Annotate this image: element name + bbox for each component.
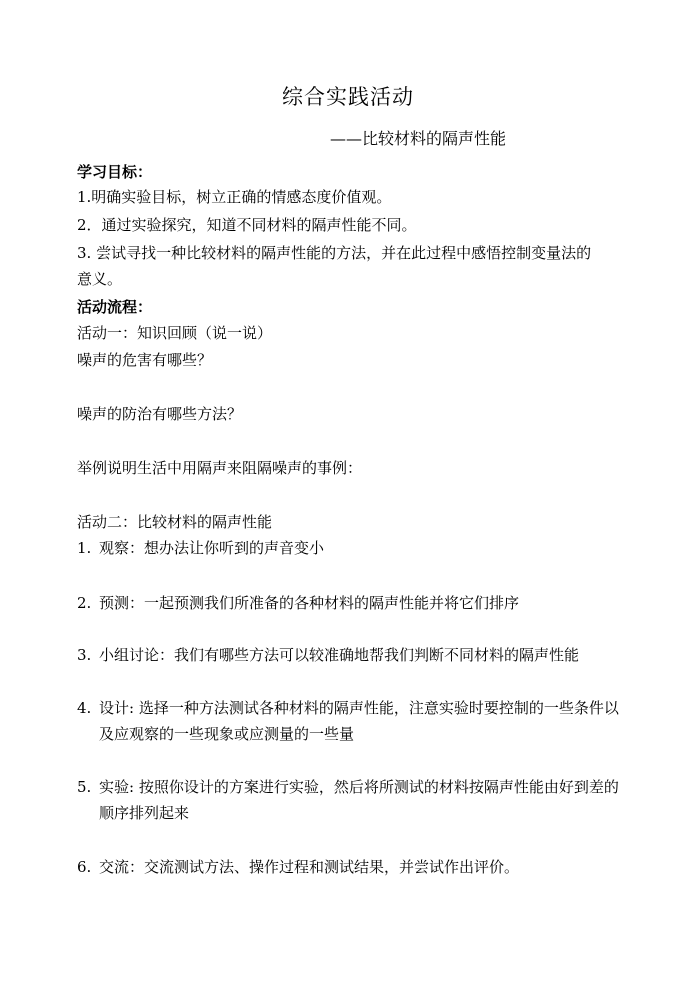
objective-3: 3. 尝试寻找一种比较材料的隔声性能的方法，并在此过程中感悟控制变量法的 <box>77 244 592 262</box>
objectives-heading: 学习目标： <box>77 163 153 181</box>
activity1-heading: 活动一：知识回顾（说一说） <box>77 324 273 342</box>
step-number: 6. <box>77 858 92 876</box>
objective-1: 1.明确实验目标，树立正确的情感态度价值观。 <box>77 188 392 206</box>
step-number: 1. <box>77 539 92 557</box>
step-number: 4. <box>77 699 92 717</box>
step-text: 观察：想办法让你听到的声音变小 <box>99 539 325 557</box>
process-heading: 活动流程： <box>77 298 153 316</box>
activity1-question-3: 举例说明生活中用隔声来阻隔噪声的事例： <box>77 459 363 477</box>
activity1-question-2: 噪声的防治有哪些方法？ <box>77 405 243 423</box>
activity2-heading: 活动二：比较材料的隔声性能 <box>77 513 273 531</box>
step-text: 交流：交流测试方法、操作过程和测试结果，并尝试作出评价。 <box>99 858 520 876</box>
page-subtitle: ——比较材料的隔声性能 <box>330 129 507 148</box>
objective-3-cont: 意义。 <box>77 270 123 288</box>
step-number: 5. <box>77 778 92 796</box>
step-text: 实验: 按照你设计的方案进行实验，然后将所测试的材料按隔声性能由好到差的顺序排列起来 <box>99 778 619 822</box>
step-text: 预测：一起预测我们所准备的各种材料的隔声性能并将它们排序 <box>99 594 520 612</box>
objective-2: 2．通过实验探究，知道不同材料的隔声性能不同。 <box>77 216 417 234</box>
page-title: 综合实践活动 <box>282 85 414 109</box>
step-text: 小组讨论：我们有哪些方法可以较准确地帮我们判断不同材料的隔声性能 <box>99 646 580 664</box>
step-text: 设计: 选择一种方法测试各种材料的隔声性能，注意实验时要控制的一些条件以及应观察的一些现象或应测量的一些量 <box>99 699 619 743</box>
activity1-question-1: 噪声的危害有哪些？ <box>77 351 213 369</box>
step-number: 2. <box>77 594 92 612</box>
step-number: 3. <box>77 646 92 664</box>
